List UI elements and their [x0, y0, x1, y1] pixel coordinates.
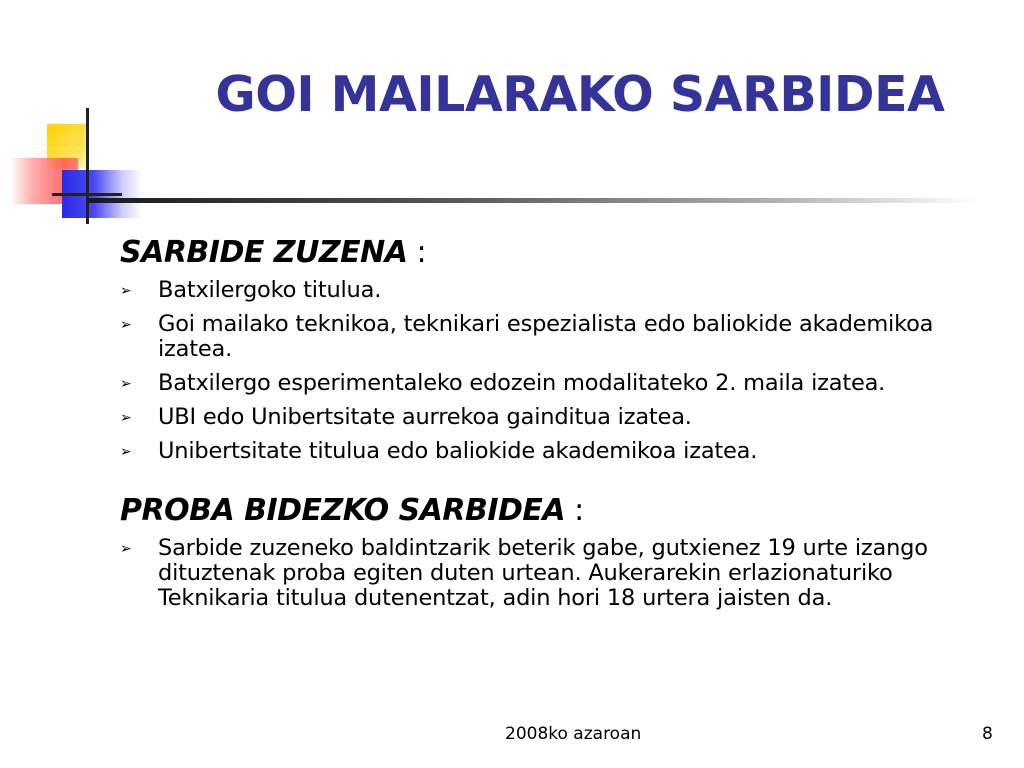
heading-colon: :	[407, 235, 427, 270]
title-divider	[88, 198, 978, 203]
slide-body	[120, 232, 1000, 620]
heading-colon: :	[565, 493, 584, 528]
page-number: 8	[982, 724, 993, 744]
footer-date: 2008ko azaroan	[505, 724, 642, 744]
list-item-text: Batxilergoko titulua.	[158, 277, 382, 303]
section-heading-text: SARBIDE ZUZENA	[120, 235, 408, 270]
arrow-right-icon: ➢	[120, 376, 132, 392]
bullet-list	[120, 278, 1000, 464]
list-item-text: Goi mailako teknikoa, teknikari espezialista edo baliokide akademikoa izatea.	[158, 311, 934, 362]
slide-title: GOI MAILARAKO SARBIDEA	[215, 66, 945, 123]
section-heading-text: PROBA BIDEZKO SARBIDEA	[120, 493, 566, 528]
arrow-right-icon: ➢	[120, 410, 132, 426]
list-item	[120, 371, 1000, 396]
list-item	[120, 312, 1000, 362]
list-item	[120, 278, 1000, 303]
logo-horizontal-line	[52, 193, 122, 196]
list-item	[120, 536, 1000, 611]
list-item	[120, 439, 1000, 464]
list-item-text: Unibertsitate titulua edo baliokide akademikoa izatea.	[158, 438, 758, 464]
section-direct-access	[120, 232, 1000, 464]
bullet-list	[120, 536, 1000, 611]
logo-vertical-line	[86, 108, 89, 224]
list-item-text: Batxilergo esperimentaleko edozein modalitateko 2. maila izatea.	[158, 370, 886, 396]
arrow-right-icon: ➢	[120, 283, 132, 299]
list-item	[120, 405, 1000, 430]
section-heading	[120, 490, 1000, 532]
arrow-right-icon: ➢	[120, 444, 132, 460]
list-item-text: UBI edo Unibertsitate aurrekoa gainditua izatea.	[158, 404, 692, 430]
section-exam-access	[120, 490, 1000, 611]
arrow-right-icon: ➢	[120, 317, 132, 333]
list-item-text: Sarbide zuzeneko baldintzarik beterik gabe, gutxienez 19 urte izango dituztenak proba egiten duten urtean. Aukerarekin erlazionaturiko Teknikaria titulua dutenentzat, adin hori 18 urtera jaisten da.	[158, 535, 928, 611]
arrow-right-icon: ➢	[120, 541, 132, 557]
section-heading	[120, 232, 1000, 274]
